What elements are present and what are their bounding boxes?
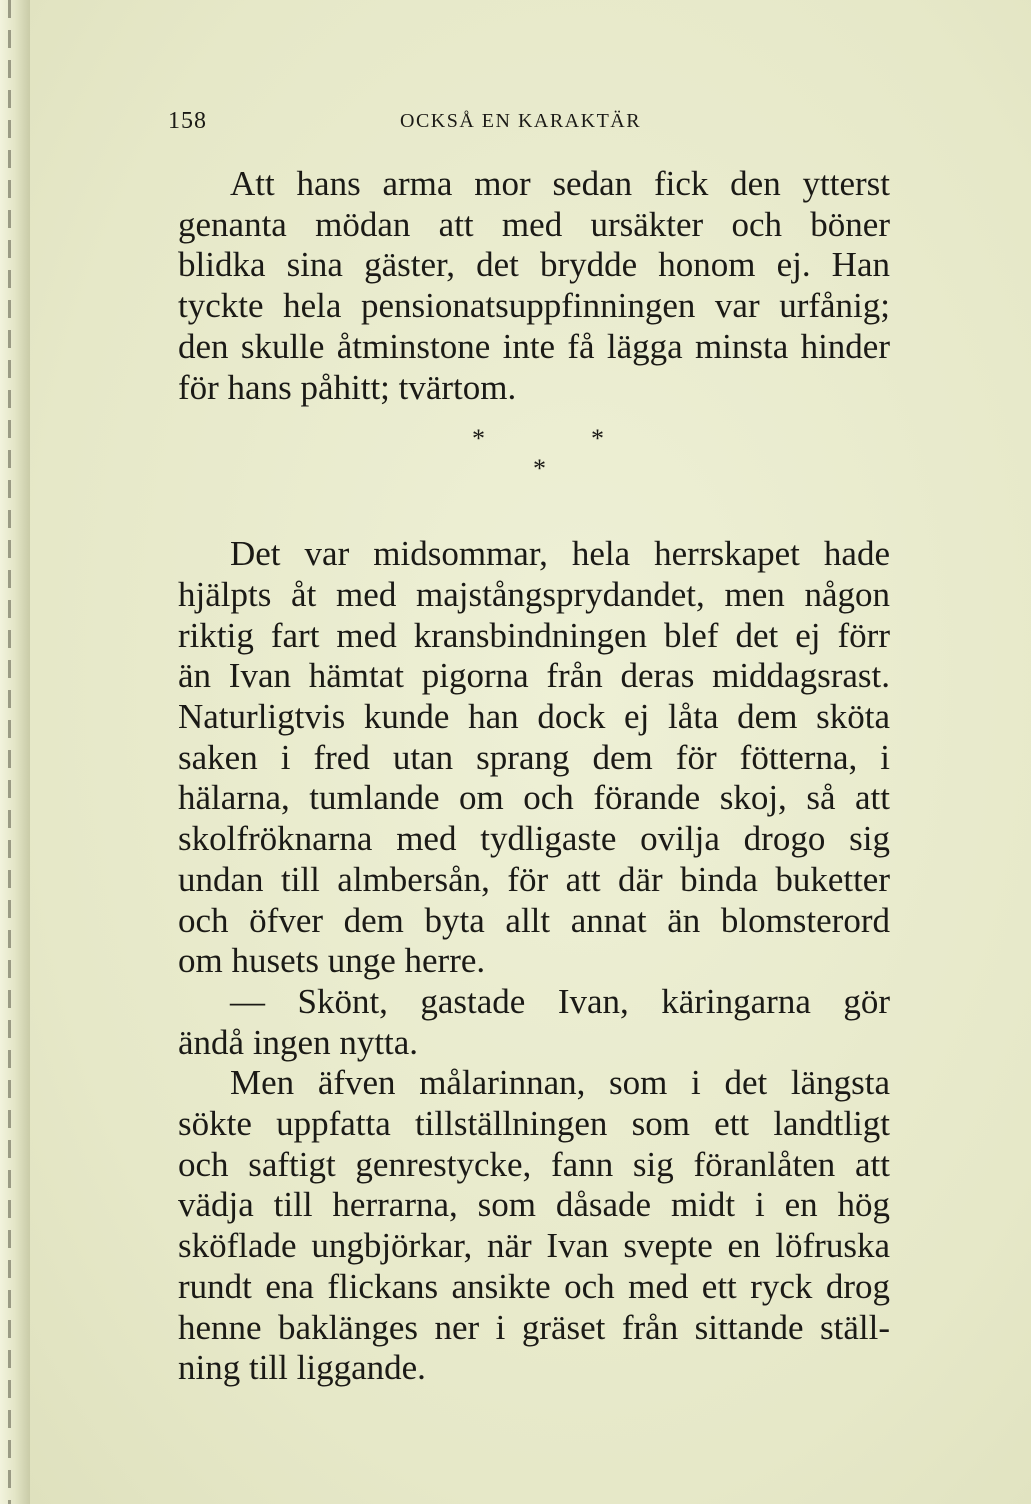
paragraph-2 [178,534,890,982]
text-line: och öfver dem byta allt annat än blomsterord [178,900,890,940]
asterisk-icon: * [533,454,546,484]
book-binding-edge [0,0,30,1504]
paragraph-4 [178,1063,890,1389]
text-line: hälarna, tumlande om och förande skoj, så att [178,778,890,818]
text-line: tyckte hela pensionatsuppfinningen var urfånig; [178,286,890,326]
text-line: för hans påhitt; tvärtom. [178,367,517,407]
book-page [30,0,1031,1504]
text-line: skolfröknarna med tydligaste ovilja drogo sig [178,819,890,859]
text-line: henne baklänges ner i gräset från sittande ställ- [178,1307,890,1347]
text-line: rundt ena flickans ansikte och med ett ryck drog [178,1266,890,1306]
text-line: och saftigt genrestycke, fann sig föranlåten att [178,1144,890,1184]
paragraph-1 [178,164,890,408]
text-line: undan till almbersån, för att där binda buketter [178,859,890,899]
paragraph-3 [178,982,890,1063]
text-line: sköflade ungbjörkar, när Ivan svepte en löfruska [178,1226,890,1266]
section-break-asterism [178,408,890,528]
text-line: saken i fred utan sprang dem för fötterna, i [178,737,890,777]
text-line: ändå ingen nytta. [178,1022,419,1062]
text-line: den skulle åtminstone inte få lägga minsta hinder [178,326,890,366]
text-line: Naturligtvis kunde han dock ej låta dem sköta [178,697,890,737]
binding-stitching [8,0,11,1504]
text-line: riktig fart med kransbindningen blef det ej förr [178,615,890,655]
asterisk-icon: * [591,424,604,454]
text-line: blidka sina gäster, det brydde honom ej. Han [178,245,890,285]
text-line: vädja till herrarna, som dåsade midt i en hög [178,1185,890,1225]
page-number: 158 [168,108,207,134]
body-text [178,164,890,1389]
text-line: genanta mödan att med ursäkter och böner [178,204,890,244]
asterisk-icon: * [472,424,485,454]
text-line: ning till liggande. [178,1348,426,1388]
text-line: om husets unge herre. [178,941,486,981]
text-line: Men äfven målarinnan, som i det längsta [230,1063,890,1103]
text-line: — Skönt, gastade Ivan, käringarna gör [230,981,890,1021]
running-head: OCKSÅ EN KARAKTÄR [400,110,642,132]
text-line: sökte uppfatta tillställningen som ett landtligt [178,1104,890,1144]
page-header [168,108,858,144]
text-line: Att hans arma mor sedan fick den ytterst [230,164,890,203]
text-line: än Ivan hämtat pigorna från deras middagsrast. [178,656,890,696]
text-line: hjälpts åt med majstångsprydandet, men någon [178,574,890,614]
text-line: Det var midsommar, hela herrskapet hade [230,534,890,574]
